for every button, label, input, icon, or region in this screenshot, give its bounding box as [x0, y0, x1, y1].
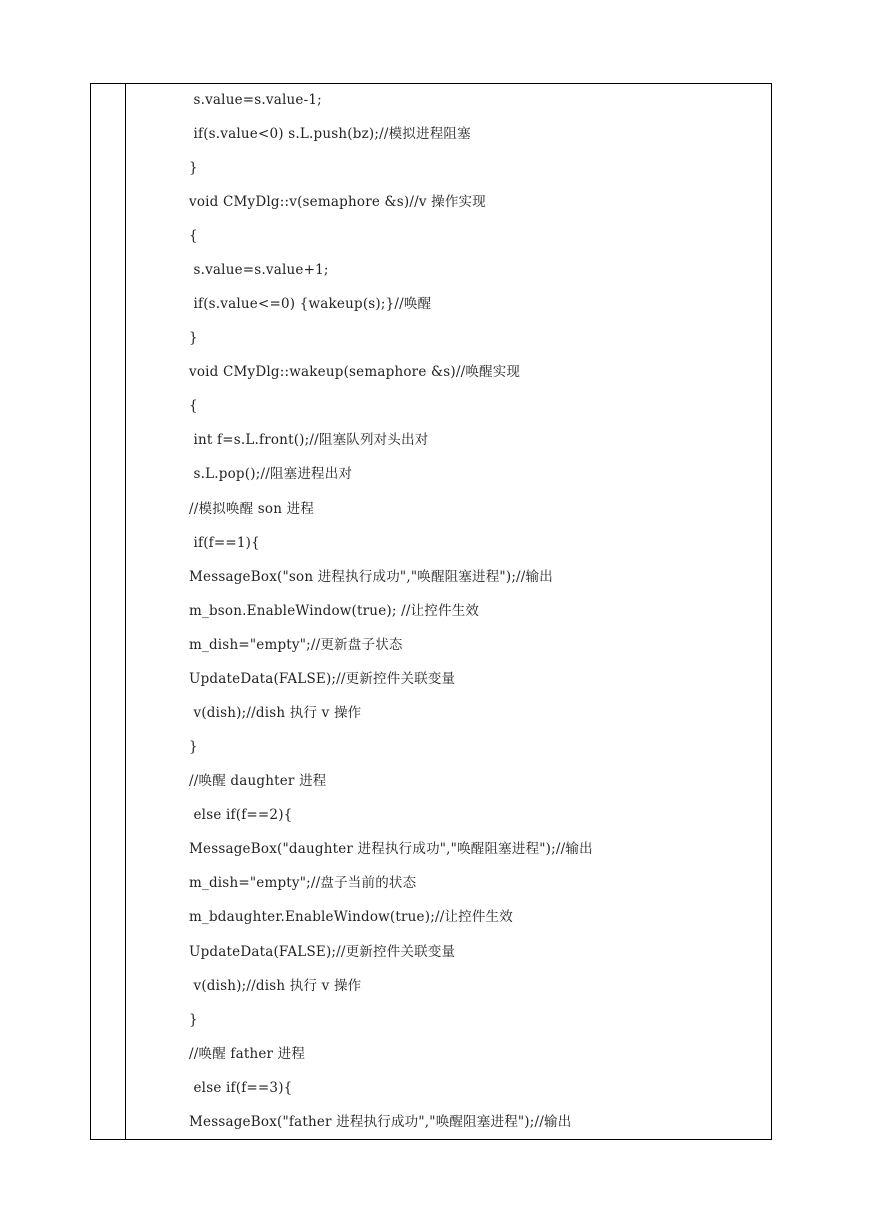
code-line: UpdateData(FALSE);//更新控件关联变量 [189, 944, 456, 960]
code-line: } [189, 739, 198, 755]
code-line: m_dish="empty";//盘子当前的状态 [189, 875, 417, 891]
column-divider [125, 84, 126, 1139]
code-line: if(f==1){ [189, 535, 260, 551]
document-table [90, 83, 772, 1140]
code-line: } [189, 1012, 198, 1028]
code-line: } [189, 160, 198, 176]
code-line: //模拟唤醒 son 进程 [189, 501, 315, 517]
code-line: v(dish);//dish 执行 v 操作 [189, 978, 362, 994]
code-line: MessageBox("father 进程执行成功","唤醒阻塞进程");//输出 [189, 1114, 572, 1130]
code-line: if(s.value<=0) {wakeup(s);}//唤醒 [189, 296, 432, 312]
code-line: else if(f==3){ [189, 1080, 293, 1096]
code-line: s.L.pop();//阻塞进程出对 [189, 466, 353, 482]
code-line: MessageBox("son 进程执行成功","唤醒阻塞进程");//输出 [189, 569, 553, 585]
code-line: //唤醒 father 进程 [189, 1046, 306, 1062]
code-line: s.value=s.value+1; [189, 262, 329, 278]
code-line: int f=s.L.front();//阻塞队列对头出对 [189, 432, 429, 448]
code-line: } [189, 330, 198, 346]
code-line: m_dish="empty";//更新盘子状态 [189, 637, 403, 653]
code-line: if(s.value<0) s.L.push(bz);//模拟进程阻塞 [189, 126, 471, 142]
code-line: m_bdaughter.EnableWindow(true);//让控件生效 [189, 909, 513, 925]
code-line: //唤醒 daughter 进程 [189, 773, 327, 789]
code-line: MessageBox("daughter 进程执行成功","唤醒阻塞进程");//输出 [189, 841, 593, 857]
code-line: s.value=s.value-1; [189, 92, 322, 108]
code-line: m_bson.EnableWindow(true); //让控件生效 [189, 603, 480, 619]
code-line: { [189, 398, 198, 414]
code-line: else if(f==2){ [189, 807, 293, 823]
code-line: v(dish);//dish 执行 v 操作 [189, 705, 362, 721]
code-line: UpdateData(FALSE);//更新控件关联变量 [189, 671, 456, 687]
code-line: void CMyDlg::wakeup(semaphore &s)//唤醒实现 [189, 364, 521, 380]
code-line: void CMyDlg::v(semaphore &s)//v 操作实现 [189, 194, 486, 210]
code-line: { [189, 228, 198, 244]
